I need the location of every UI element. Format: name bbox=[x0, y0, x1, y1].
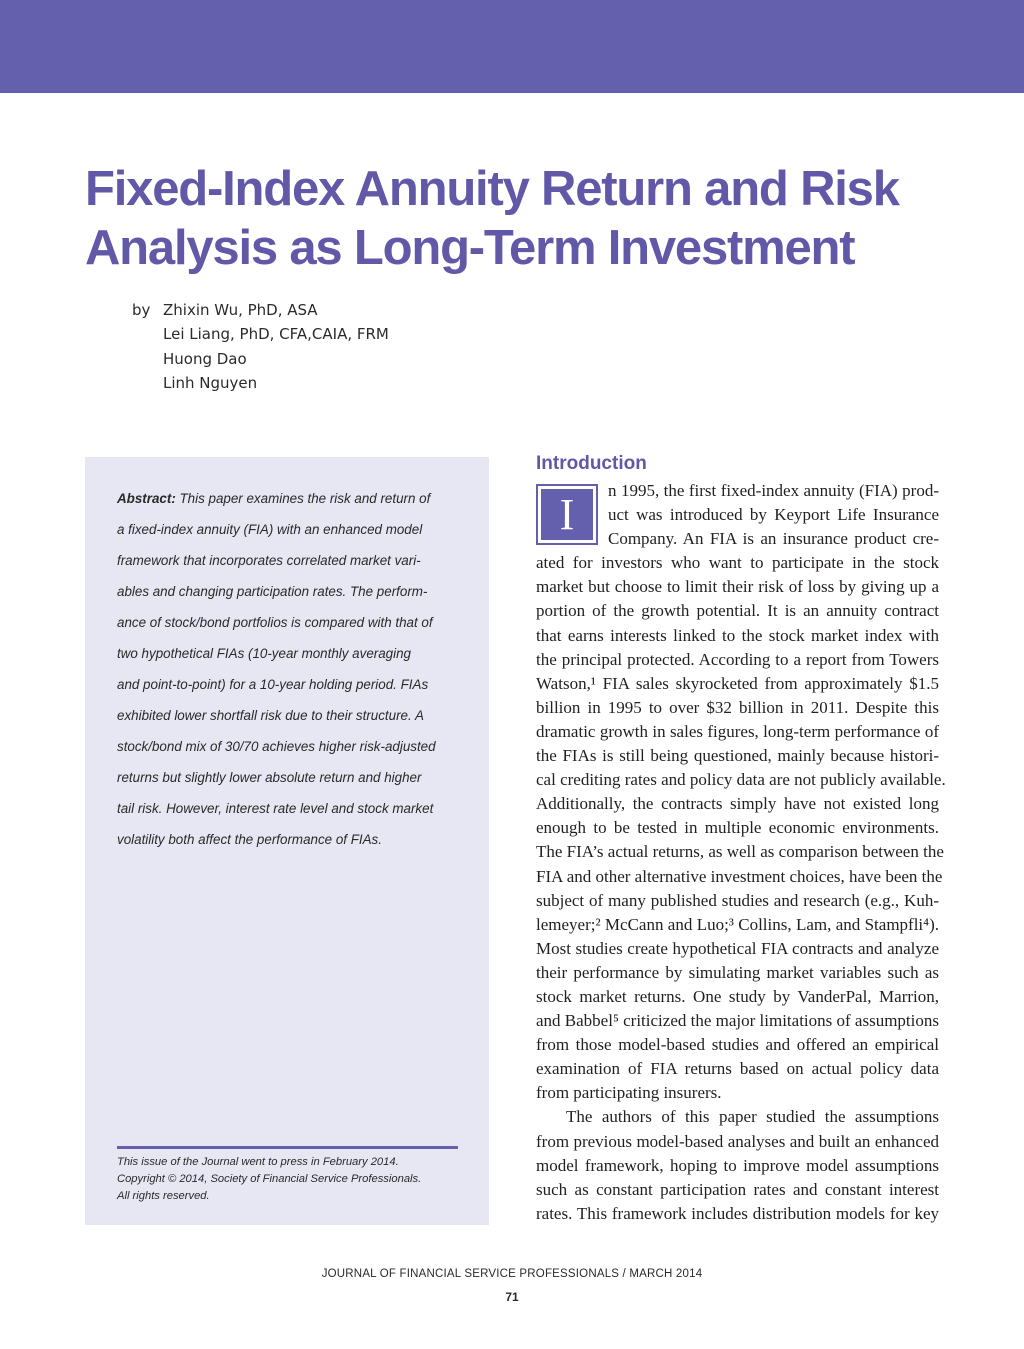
body-line: from participating insurers. bbox=[536, 1083, 722, 1103]
body-line: such as constant participation rates and constant interest bbox=[536, 1179, 939, 1199]
abstract-label: Abstract: bbox=[117, 491, 176, 506]
body-line: ated for investors who want to participate in the stock bbox=[536, 553, 939, 573]
header-band bbox=[0, 0, 1024, 93]
body-line: uct was introduced by Keyport Life Insurance bbox=[608, 505, 939, 525]
author-name: Huong Dao bbox=[163, 349, 247, 368]
body-line: Most studies create hypothetical FIA contracts and analyze bbox=[536, 938, 939, 958]
body-line: enough to be tested in multiple economic environments. bbox=[536, 818, 939, 838]
drop-cap-letter: I bbox=[541, 489, 593, 540]
body-line: market but choose to limit their risk of loss by giving up a bbox=[536, 577, 939, 597]
abstract-line: tail risk. However, interest rate level and stock market bbox=[117, 801, 434, 816]
title-line: Analysis as Long-Term Investment bbox=[85, 221, 855, 275]
body-line: The FIA’s actual returns, as well as comparison between the bbox=[536, 842, 944, 862]
author-name: Linh Nguyen bbox=[163, 373, 258, 392]
abstract-line: a fixed-index annuity (FIA) with an enhanced model bbox=[117, 522, 423, 537]
title-line: Fixed-Index Annuity Return and Risk bbox=[85, 162, 899, 216]
abstract-line: exhibited lower shortfall risk due to their structure. A bbox=[117, 708, 424, 723]
abstract-line bbox=[117, 483, 459, 514]
article-title bbox=[85, 160, 985, 278]
press-note-line: All rights reserved. bbox=[117, 1190, 210, 1202]
body-line: Watson,¹ FIA sales skyrocketed from approximately $1.5 bbox=[536, 673, 939, 693]
body-line: subject of many published studies and research (e.g., Kuh- bbox=[536, 890, 939, 910]
body-line: from previous model-based analyses and built an enhanced bbox=[536, 1131, 939, 1151]
body-line: the FIAs is still being questioned, mainly because histori- bbox=[536, 746, 939, 766]
abstract-line: and point-to-point) for a 10-year holding period. FIAs bbox=[117, 677, 429, 692]
body-line: and Babbel⁵ criticized the major limitations of assumptions bbox=[536, 1011, 939, 1031]
body-line: rates. This framework includes distribution models for key bbox=[536, 1203, 939, 1223]
abstract-line: volatility both affect the performance of FIAs. bbox=[117, 832, 382, 847]
body-line: Company. An FIA is an insurance product cre- bbox=[608, 529, 939, 549]
body-line: n 1995, the first fixed-index annuity (FIA) prod- bbox=[608, 481, 939, 500]
introduction-body bbox=[536, 479, 946, 1226]
author-name: Zhixin Wu, PhD, ASA bbox=[163, 301, 318, 319]
body-line: the principal protected. According to a report from Towers bbox=[536, 649, 939, 669]
abstract-line: framework that incorporates correlated market vari- bbox=[117, 553, 421, 568]
author-list bbox=[163, 298, 483, 395]
abstract-line-text: This paper examines the risk and return of bbox=[175, 491, 431, 506]
body-line: FIA and other alternative investment choices, have been the bbox=[536, 866, 943, 886]
body-line: stock market returns. One study by VanderPal, Marrion, bbox=[536, 986, 939, 1006]
press-note-divider bbox=[117, 1146, 458, 1149]
body-line: that earns interests linked to the stock market index with bbox=[536, 625, 939, 645]
body-line: dramatic growth in sales figures, long-term performance of bbox=[536, 721, 939, 741]
page-number: 71 bbox=[505, 1290, 519, 1304]
abstract-box bbox=[85, 457, 489, 1225]
abstract-line: ance of stock/bond portfolios is compared with that of bbox=[117, 615, 433, 630]
body-line: Additionally, the contracts simply have not existed long bbox=[536, 794, 939, 814]
body-line: billion in 1995 to over $32 billion in 2011. Despite this bbox=[536, 697, 939, 717]
body-line: portion of the growth potential. It is an annuity contract bbox=[536, 601, 939, 621]
body-line: their performance by simulating market variables such as bbox=[536, 962, 939, 982]
press-note-line: This issue of the Journal went to press in February 2014. bbox=[117, 1156, 399, 1168]
body-line: lemeyer;² McCann and Luo;³ Collins, Lam, and Stampfli⁴). bbox=[536, 914, 939, 934]
press-note bbox=[117, 1154, 467, 1205]
body-line: examination of FIA returns based on actual policy data bbox=[536, 1059, 939, 1079]
body-line: from those model-based studies and offered an empirical bbox=[536, 1035, 939, 1055]
body-line: model framework, hoping to improve model assumptions bbox=[536, 1155, 939, 1175]
abstract-line: stock/bond mix of 30/70 achieves higher risk-adjusted bbox=[117, 739, 436, 754]
abstract-text bbox=[117, 483, 459, 855]
abstract-line: returns but slightly lower absolute return and higher bbox=[117, 770, 422, 785]
press-note-line: Copyright © 2014, Society of Financial Service Professionals. bbox=[117, 1173, 422, 1185]
body-line: cal crediting rates and policy data are not publicly available. bbox=[536, 770, 946, 790]
body-line: The authors of this paper studied the assumptions bbox=[566, 1107, 939, 1127]
author-name: Lei Liang, PhD, CFA,CAIA, FRM bbox=[163, 325, 389, 344]
abstract-line: two hypothetical FIAs (10-year monthly averaging bbox=[117, 646, 411, 661]
section-heading-introduction: Introduction bbox=[536, 453, 647, 474]
journal-footer: JOURNAL OF FINANCIAL SERVICE PROFESSIONALS / MARCH 2014 bbox=[321, 1268, 703, 1280]
byline-label: by bbox=[132, 301, 151, 319]
abstract-line: ables and changing participation rates. The perform- bbox=[117, 584, 428, 599]
